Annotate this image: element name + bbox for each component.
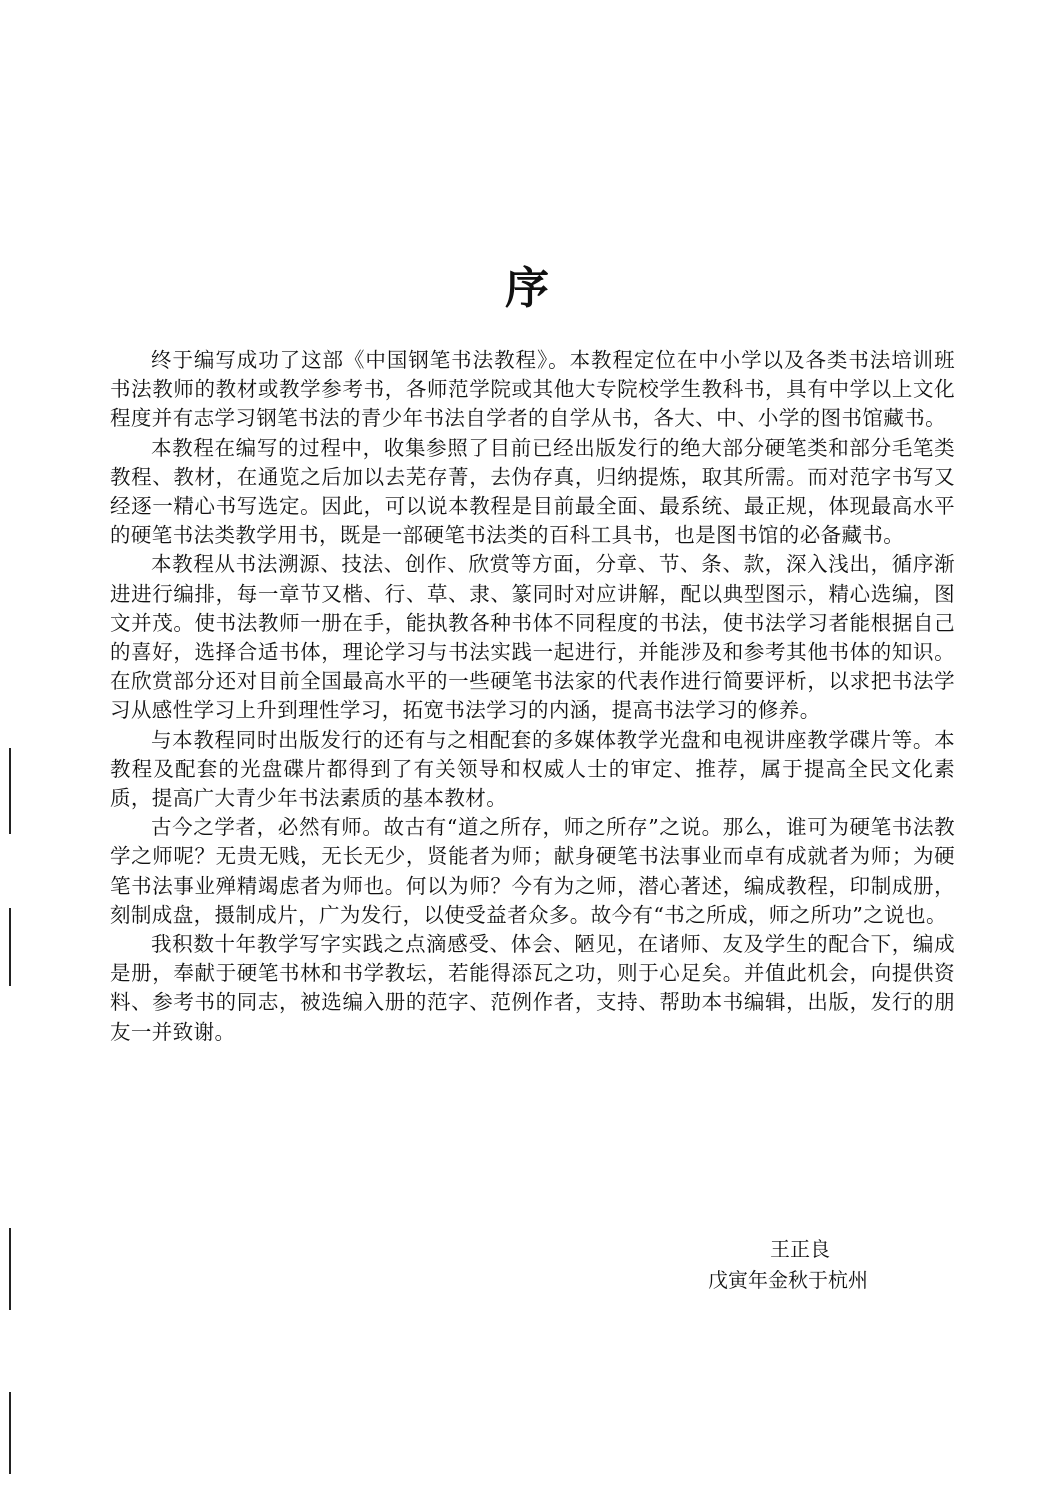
date-place: 戊寅年金秋于杭州 [708, 1268, 868, 1292]
scan-edge-mark [9, 1392, 11, 1474]
scan-edge-mark [9, 1228, 11, 1310]
paragraph-1: 终于编写成功了这部《中国钢笔书法教程》。本教程定位在中小学以及各类书法培训班书法教师的教材或教学参考书，各师范学院或其他大专院校学生教科书，具有中学以上文化程度并有志学习钢笔书法的青少年书法自学者的自学从书，各大、中、小学的图书馆藏书。 [110, 348, 955, 431]
page-title: 序 [505, 263, 551, 315]
scan-edge-mark [9, 908, 11, 986]
paragraph-2: 本教程在编写的过程中，收集参照了目前已经出版发行的绝大部分硬笔类和部分毛笔类教程、教材，在通览之后加以去芜存菁，去伪存真，归纳提炼，取其所需。而对范字书写又经逐一精心书写选定。因此，可以说本教程是目前最全面、最系统、最正规，体现最高水平的硬笔书法类教学用书，既是一部硬笔书法类的百科工具书，也是图书馆的必备藏书。 [110, 435, 955, 548]
paragraph-4: 与本教程同时出版发行的还有与之相配套的多媒体教学光盘和电视讲座教学碟片等。本教程及配套的光盘碟片都得到了有关领导和权威人士的审定、推荐，属于提高全民文化素质，提高广大青少年书法素质的基本教材。 [110, 727, 955, 811]
signature-block [690, 1234, 920, 1296]
paragraph-6: 我积数十年教学写字实践之点滴感受、体会、陋见，在诸师、友及学生的配合下，编成是册，奉献于硬笔书林和书学教坛，若能得添瓦之功，则于心足矣。并值此机会，向提供资料、参考书的同志，被选编入册的范字、范例作者，支持、帮助本书编辑，出版，发行的朋友一并致谢。 [110, 932, 955, 1044]
paragraph-3: 本教程从书法溯源、技法、创作、欣赏等方面，分章、节、条、款，深入浅出，循序渐进进行编排，每一章节又楷、行、草、隶、篆同时对应讲解，配以典型图示，精心选编，图文并茂。使书法教师一册在手，能执教各种书体不同程度的书法，使书法学习者能根据自己的喜好，选择合适书体，理论学习与书法实践一起进行，并能涉及和参考其他书体的知识。在欣赏部分还对目前全国最高水平的一些硬笔书法家的代表作进行简要评析，以求把书法学习从感性学习上升到理性学习，拓宽书法学习的内涵，提高书法学习的修养。 [110, 552, 955, 723]
preface-body [110, 346, 955, 1047]
author-name: 王正良 [770, 1237, 830, 1261]
scan-edge-mark [9, 748, 11, 834]
paragraph-5: 古今之学者，必然有师。故古有“道之所存，师之所存”之说。那么，谁可为硬笔书法教学之师呢？无贵无贱，无长无少，贤能者为师；献身硬笔书法事业而卓有成就者为师；为硬笔书法事业殚精竭虑者为师也。何以为师？今有为之师，潜心著述，编成教程，印制成册，刻制成盘，摄制成片，广为发行，以使受益者众多。故今有“书之所成，师之所功”之说也。 [110, 815, 955, 927]
